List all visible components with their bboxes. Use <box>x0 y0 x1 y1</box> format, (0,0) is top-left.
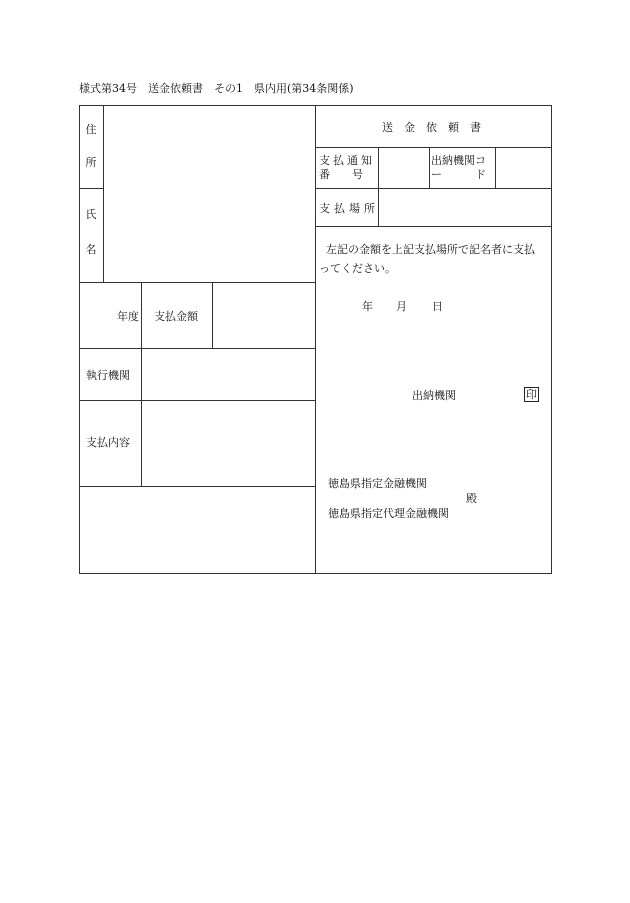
payment-place-label: 支払場所 <box>319 202 379 215</box>
date-month-label: 月 <box>396 300 407 313</box>
form-title: 送 金 依 頼 書 <box>382 121 481 134</box>
name-label <box>84 208 98 256</box>
amount-value-divider <box>212 282 213 349</box>
seal-mark: 印 <box>526 388 537 401</box>
title-bottom-line <box>315 147 552 148</box>
name-char-1: 氏 <box>85 208 97 221</box>
notice-row-bottom-line <box>315 188 552 189</box>
payment-details-label: 支払内容 <box>86 436 130 449</box>
fiscal-year-label: 年度 <box>117 310 139 323</box>
center-divider <box>315 105 316 574</box>
name-bottom-line <box>79 282 316 283</box>
executing-agency-label: 執行機関 <box>86 369 130 382</box>
designated-agent-bank-label: 徳島県指定代理金融機関 <box>328 507 449 520</box>
cashier-code-label-left <box>429 147 430 188</box>
outer-left-border <box>79 105 80 574</box>
notice-number-label-line1: 支払通知 <box>319 154 375 167</box>
designated-bank-label: 徳島県指定金融機関 <box>328 477 427 490</box>
amount-bottom-line <box>79 348 316 349</box>
notice-number-divider <box>378 147 379 227</box>
outer-right-border <box>551 105 552 574</box>
payment-place-bottom-line <box>315 226 552 227</box>
date-day-label: 日 <box>432 300 443 313</box>
details-bottom-line <box>79 486 316 487</box>
name-char-2: 名 <box>85 243 97 256</box>
cashier-code-label-line1: 出納機関コ <box>431 154 486 167</box>
address-char-2: 所 <box>85 156 97 169</box>
address-label-divider <box>103 105 104 283</box>
honorific-label: 殿 <box>466 492 477 505</box>
request-text-line2: ってください。 <box>319 262 396 275</box>
cashier-label: 出納機関 <box>412 389 456 402</box>
notice-number-label-line2: 番 号 <box>319 168 363 181</box>
address-name-divider <box>79 188 104 189</box>
year-amount-divider <box>141 282 142 487</box>
request-text-line1: 左記の金額を上記支払場所で記名者に支払 <box>326 243 535 256</box>
address-char-1: 住 <box>85 123 97 136</box>
form-header: 様式第34号 送金依頼書 その1 県内用(第34条関係) <box>79 82 354 95</box>
payment-amount-label: 支払金額 <box>154 310 198 323</box>
cashier-code-label-right <box>495 147 496 188</box>
cashier-code-label-line2: ー ド <box>431 168 486 181</box>
address-label <box>84 123 98 169</box>
agency-bottom-line <box>79 400 316 401</box>
date-year-label: 年 <box>362 300 373 313</box>
